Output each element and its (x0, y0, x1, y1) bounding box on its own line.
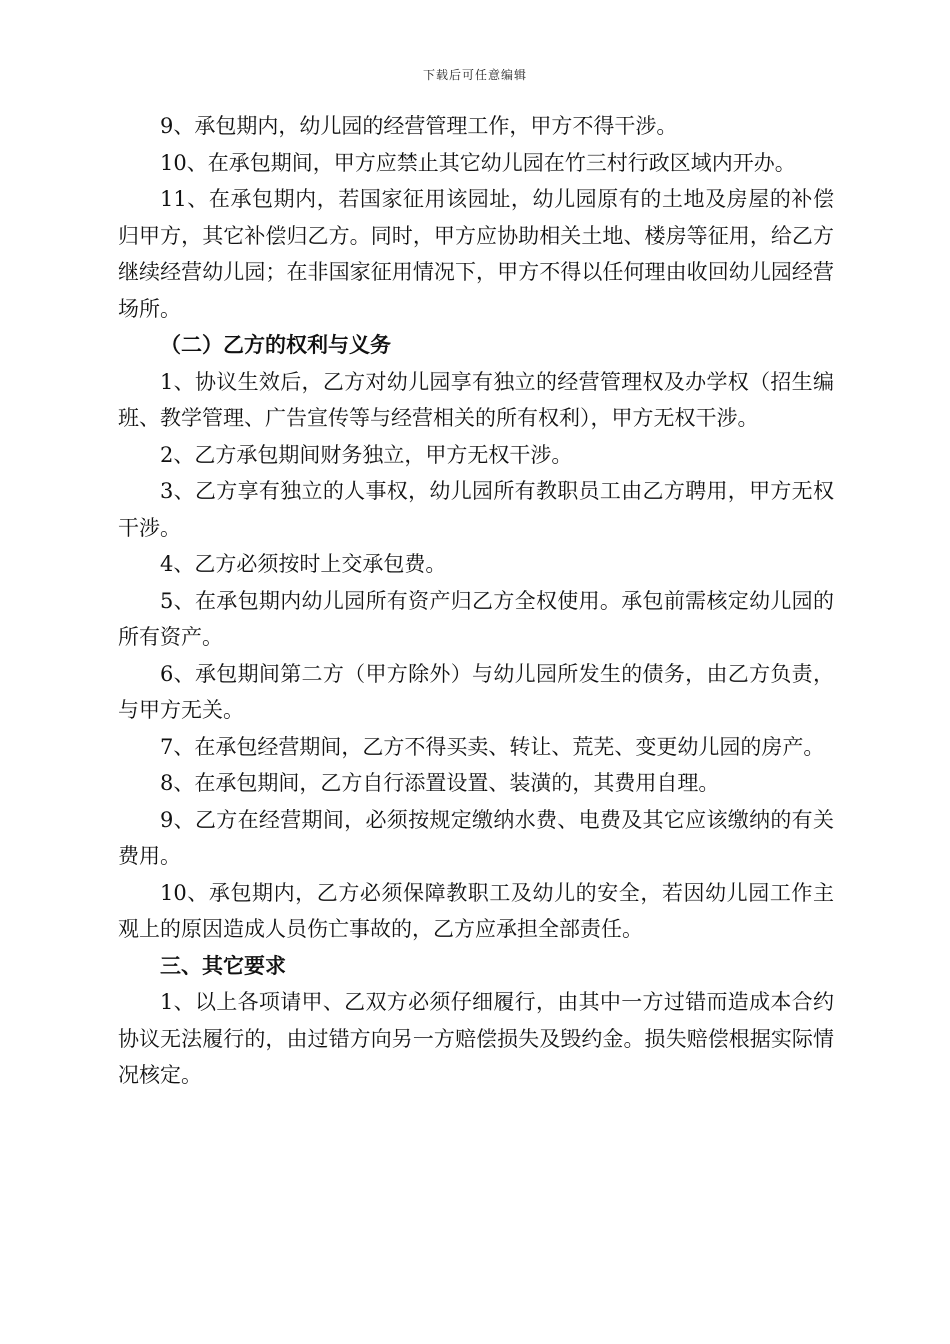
document-body (118, 108, 834, 1094)
clause-10: 10、在承包期间，甲方应禁止其它幼儿园在竹三村行政区域内开办。 (160, 150, 796, 175)
party-b-clause: 3、乙方享有独立的人事权，幼儿园所有教职员工由乙方聘用，甲方无权干涉。 (118, 479, 834, 540)
party-b-clause: 5、在承包期内幼儿园所有资产归乙方全权使用。承包前需核定幼儿园的所有资产。 (118, 588, 834, 649)
party-b-clause: 10、承包期内，乙方必须保障教职工及幼儿的安全，若因幼儿园工作主观上的原因造成人员伤亡事故的，乙方应承担全部责任。 (118, 880, 834, 941)
clause-9: 9、承包期内，幼儿园的经营管理工作，甲方不得干涉。 (160, 114, 678, 138)
party-b-clause: 6、承包期间第二方（甲方除外）与幼儿园所发生的债务，由乙方负责，与甲方无关。 (118, 661, 834, 722)
party-b-clause: 9、乙方在经营期间，必须按规定缴纳水费、电费及其它应该缴纳的有关费用。 (118, 807, 834, 868)
party-b-clause: 4、乙方必须按时上交承包费。 (160, 552, 447, 576)
section-heading-other-requirements: 三、其它要求 (160, 952, 286, 978)
clause-11: 11、在承包期内，若国家征用该园址，幼儿园原有的土地及房屋的补偿归甲方，其它补偿归乙方。同时，甲方应协助相关土地、楼房等征用，给乙方继续经营幼儿园；在非国家征用情况下，甲方不得以任何理由收回幼儿园经营场所。 (118, 187, 834, 321)
header-note: 下载后可任意编辑 (422, 68, 527, 82)
party-b-clause: 1、协议生效后，乙方对幼儿园享有独立的经营管理权及办学权（招生编班、教学管理、广告宣传等与经营相关的所有权利），甲方无权干涉。 (118, 369, 834, 430)
party-b-clause: 2、乙方承包期间财务独立，甲方无权干涉。 (160, 442, 573, 467)
party-b-clause: 8、在承包期间，乙方自行添置设置、装潢的，其费用自理。 (160, 771, 720, 795)
section-heading-party-b-rights: （二）乙方的权利与义务 (160, 332, 391, 357)
other-requirement-clause: 1、以上各项请甲、乙双方必须仔细履行，由其中一方过错而造成本合约协议无法履行的，由过错方向另一方赔偿损失及毁约金。损失赔偿根据实际情况核定。 (118, 990, 834, 1087)
party-b-clause: 7、在承包经营期间，乙方不得买卖、转让、荒芜、变更幼儿园的房产。 (160, 734, 825, 759)
